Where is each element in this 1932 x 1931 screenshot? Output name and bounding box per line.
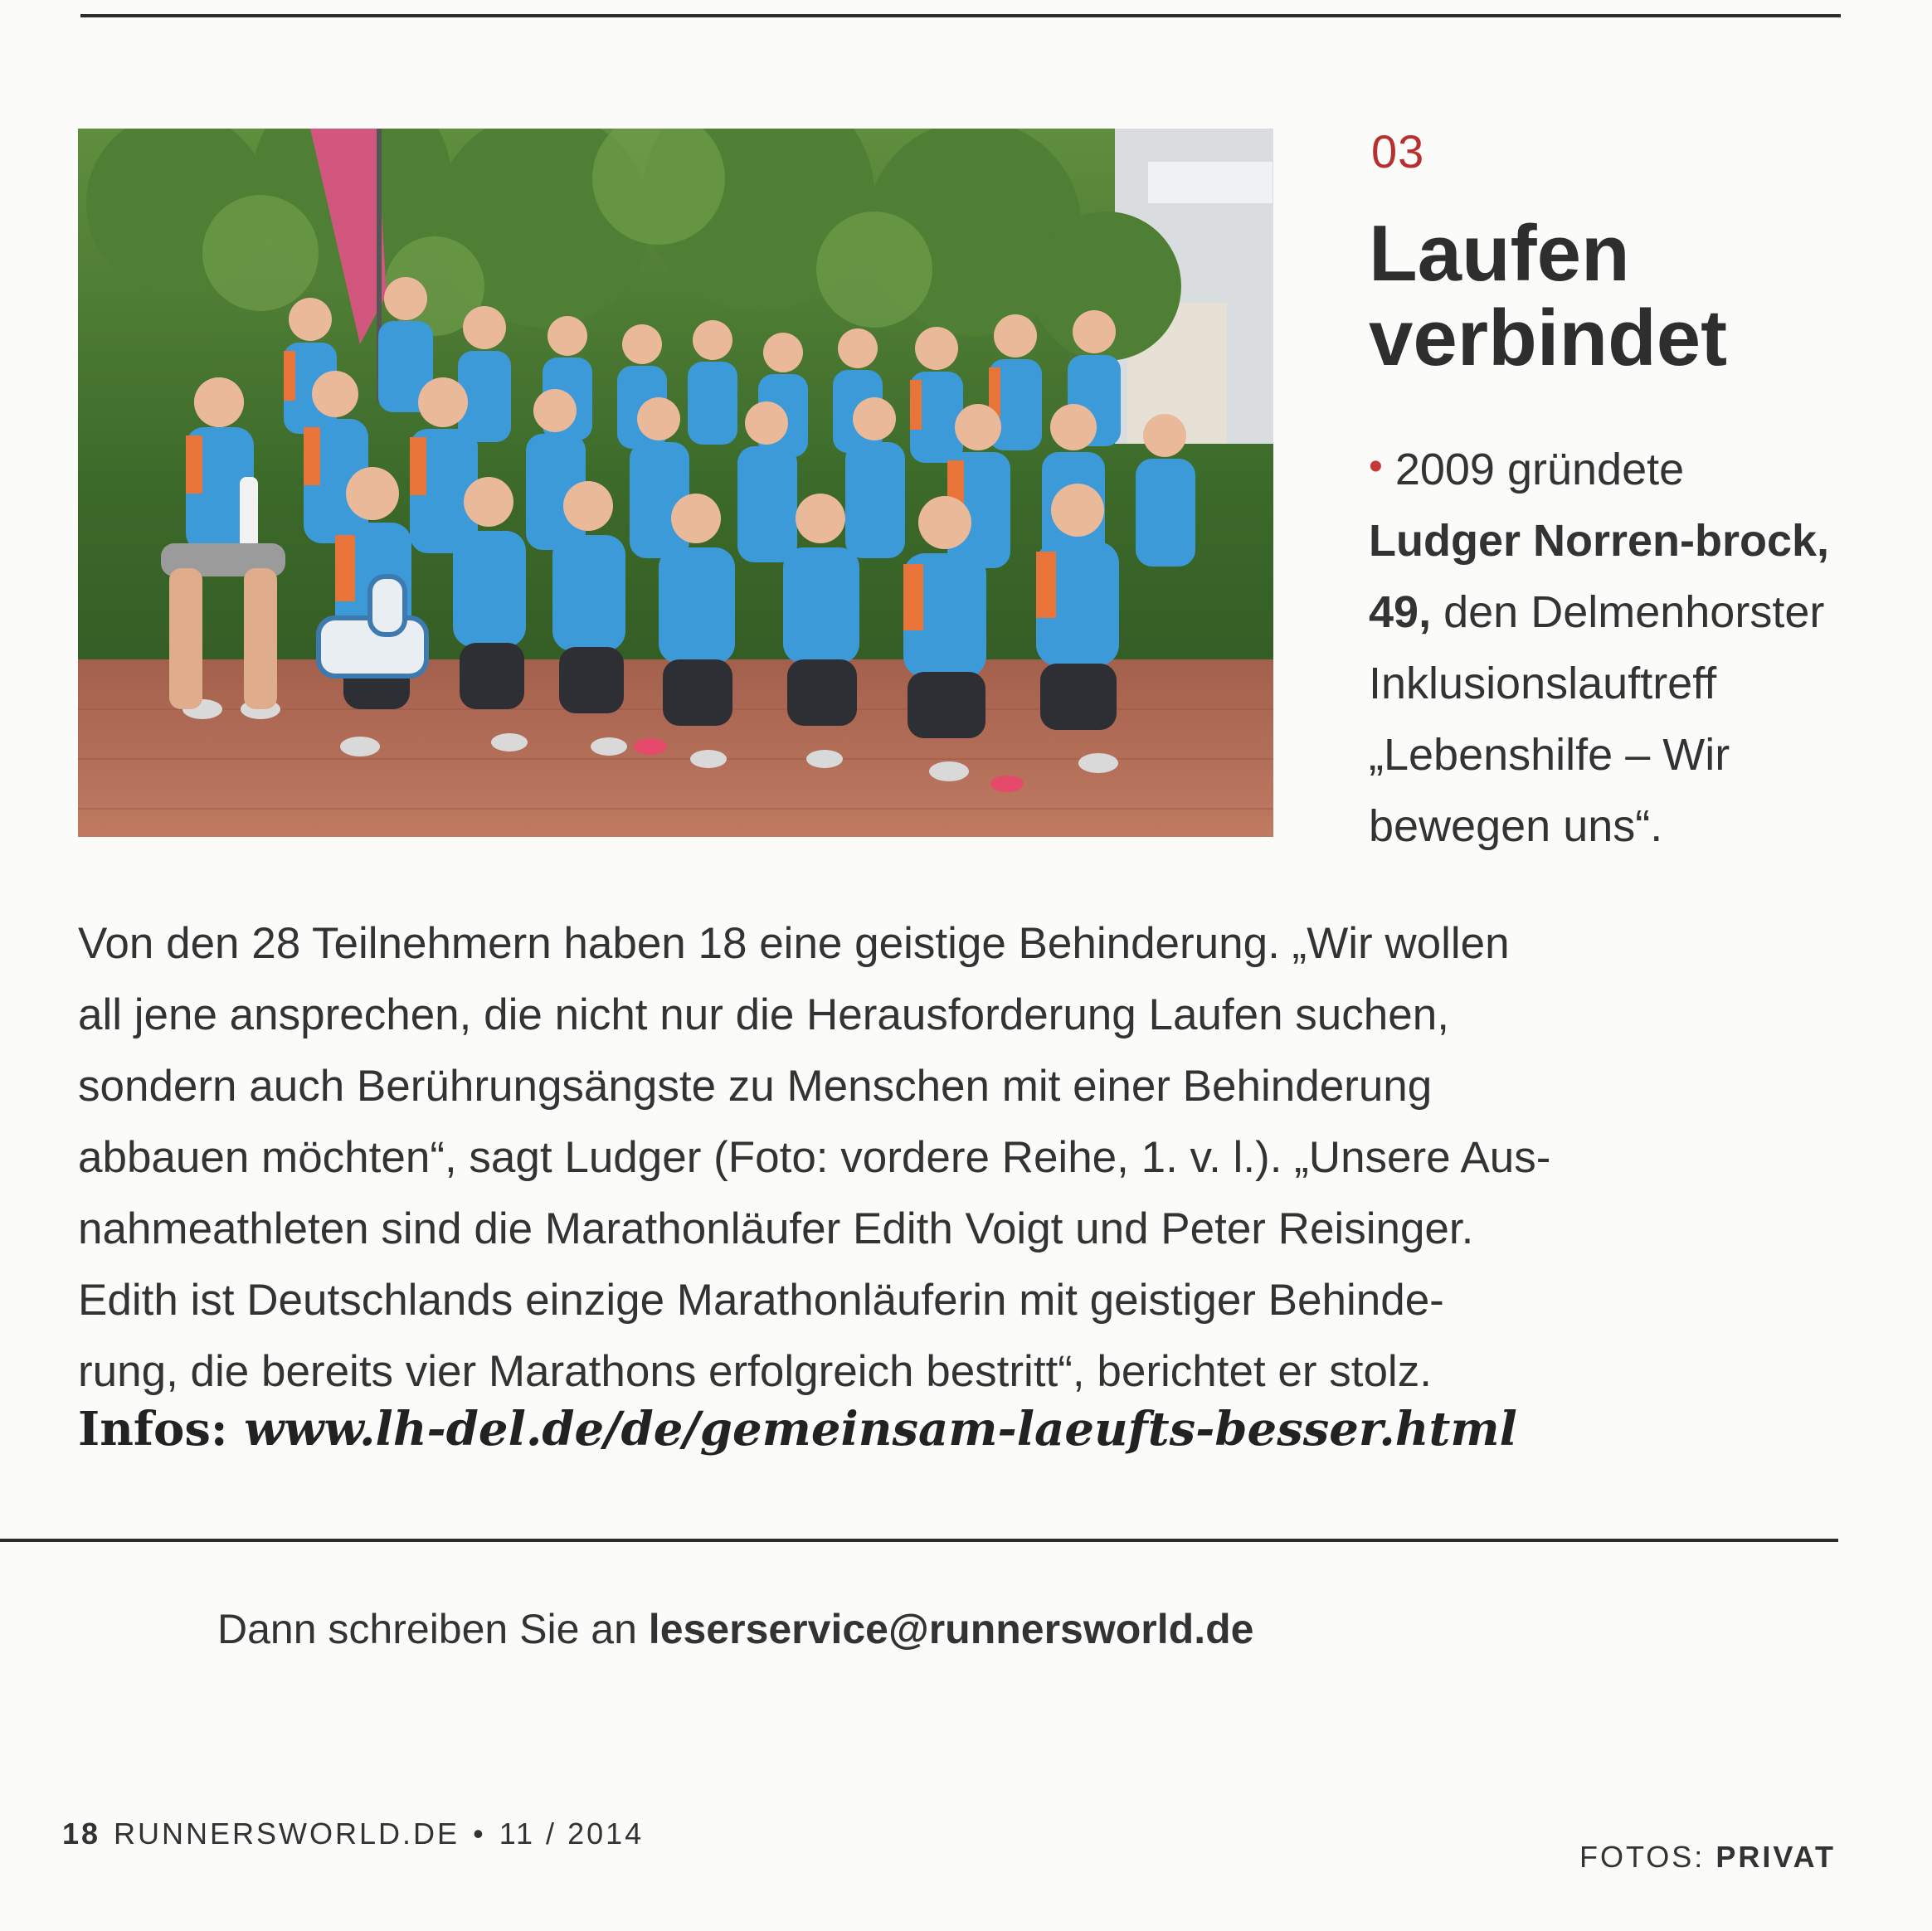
section-number: 03 (1371, 125, 1425, 178)
page-number: 18 (62, 1817, 101, 1851)
contact-line (217, 1605, 1253, 1653)
intro-text-after-name: den Delmenhorster Inklusionslauftreff „Lebenshilfe – Wir bewegen uns“. (1369, 587, 1825, 851)
contact-email-link[interactable]: leserservice@runnersworld.de (648, 1606, 1254, 1652)
body-line: Von den 28 Teilnehmern haben 18 eine geistige Behinderung. „Wir wollen (78, 919, 1510, 968)
intro-text-before-name: 2009 gründete (1394, 445, 1685, 494)
intro-text (1369, 431, 1833, 862)
group-photo-illustration (78, 129, 1273, 837)
body-line: nahmeathleten sind die Marathonläufer Edith Voigt und Peter Reisinger. (78, 1204, 1474, 1253)
body-line: sondern auch Berührungsängste zu Menschen mit einer Behinderung (78, 1062, 1433, 1111)
article-body (78, 908, 1837, 1408)
headline-line-2: verbindet (1369, 294, 1728, 382)
headline-line-1: Laufen (1369, 209, 1630, 298)
headline (1369, 209, 1833, 382)
publication-name: RUNNERSWORLD.DE (114, 1817, 460, 1851)
section-divider (0, 1539, 1838, 1542)
red-bullet: • (1369, 445, 1383, 489)
footer-separator: • (473, 1817, 486, 1851)
body-line: abbauen möchten“, sagt Ludger (Foto: vordere Reihe, 1. v. l.). „Unsere Aus- (78, 1133, 1551, 1182)
infos-url-link[interactable]: www.lh-del.de/de/gemeinsam-laeufts-besser.html (244, 1402, 1517, 1457)
photo-credit-label: FOTOS: (1579, 1840, 1706, 1874)
intro-person-name: Ludger Norren-brock, 49, (1369, 516, 1830, 637)
photo-credit-value: PRIVAT (1715, 1840, 1836, 1874)
photo-credit (1579, 1840, 1836, 1875)
body-line: rung, die bereits vier Marathons erfolgreich bestritt“, berichtet er stolz. (78, 1347, 1432, 1396)
contact-text: Dann schreiben Sie an (217, 1606, 637, 1652)
top-rule (80, 14, 1841, 17)
body-line: Edith ist Deutschlands einzige Marathonläuferin mit geistiger Behinde- (78, 1276, 1444, 1325)
footer-folio (62, 1817, 644, 1851)
group-photo (78, 129, 1273, 837)
body-line: all jene ansprechen, die nicht nur die Herausforderung Laufen suchen, (78, 990, 1449, 1039)
issue-date: 11 / 2014 (499, 1817, 645, 1851)
infos-label: Infos: (78, 1402, 228, 1457)
infos-line (78, 1402, 1517, 1457)
